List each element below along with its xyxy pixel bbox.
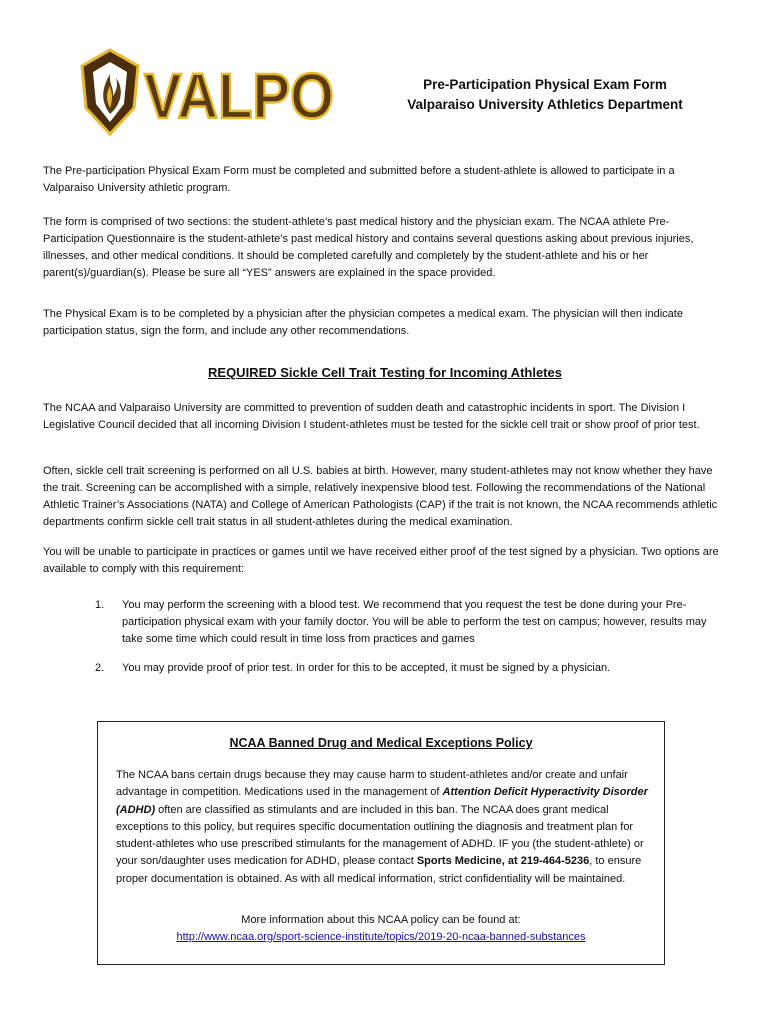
ncaa-policy-link[interactable]: http://www.ncaa.org/sport-science-institute/topics/2019-20-ncaa-banned-substances (176, 931, 586, 943)
policy-text: The NCAA bans certain drugs because they may cause harm to student-athletes and/or create and unfair advantage in competition. Medications used in the management of (116, 769, 628, 799)
sickle-cell-heading: REQUIRED Sickle Cell Trait Testing for Incoming Athletes (208, 365, 562, 380)
intro-paragraph-3: The Physical Exam is to be completed by a physician after the physician competes a medical exam. The physician will then indicate participation status, sign the form, and include any other recommendations. (43, 308, 683, 337)
ncaa-policy-body (116, 767, 651, 888)
list-number: 1. (95, 599, 105, 611)
logo-wordmark: VALPO (144, 60, 334, 132)
more-info (98, 912, 664, 946)
department-title: Valparaiso University Athletics Department (407, 97, 683, 112)
adhd-term: Attention Deficit Hyperactivity Disorder (ADHD) (116, 786, 648, 816)
page-title (345, 75, 745, 115)
form-title: Pre-Participation Physical Exam Form (423, 77, 667, 92)
intro-paragraph-2: The form is comprised of two sections: the student-athlete’s past medical history and the physician exam. The NCAA athlete Pre-Participation Questionnaire is the student-athlete’s past medical history and contains several questions asking about previous injuries, illnesses, and other medical conditions. It should be completed carefully and completely by the student-athlete and his or her parent(s)/guardian(s). Please be sure all “YES” answers are explained in the space provided. (43, 216, 694, 279)
sickle-paragraph-2: Often, sickle cell trait screening is performed on all U.S. babies at birth. However, many student-athletes may not know whether they have the trait. Screening can be accomplished with a simple, relatively inexpensive blood test. Following the recommendations of the National Athletic Trainer’s Associations (NATA) and College of American Pathologists (CAP) if the trait is not known, the NCAA recommends athletic departments confirm sickle cell trait status in all student-athletes during the medical examination. (43, 465, 718, 528)
valpo-shield-icon (80, 48, 340, 138)
intro-paragraph-1: The Pre-participation Physical Exam Form must be completed and submitted before a student-athlete is allowed to participate in a Valparaiso University athletic program. (43, 165, 675, 194)
sickle-paragraph-1: The NCAA and Valparaiso University are committed to prevention of sudden death and catastrophic incidents in sport. The Division I Legislative Council decided that all incoming Division I student-athletes must be tested for the sickle cell trait or show proof of prior test. (43, 402, 700, 431)
list-text: You may perform the screening with a blood test. We recommend that you request the test be done during your Pre-participation physical exam with your family doctor. You will be able to perform the test on campus; however, results may take some time which could result in time loss from practices and games (122, 599, 707, 645)
sickle-paragraph-3: You will be unable to participate in practices or games until we have received either proof of the test signed by a physician. Two options are available to comply with this requirement: (43, 546, 719, 575)
policy-text: , to ensure proper documentation is obtained. As with all medical information, strict confidentiality will be maintained. (116, 855, 642, 885)
ncaa-policy-box (97, 721, 665, 965)
list-text: You may provide proof of prior test. In order for this to be accepted, it must be signed by a physician. (122, 662, 611, 674)
valpo-logo (80, 48, 340, 138)
more-info-text: More information about this NCAA policy can be found at: (241, 914, 521, 926)
sports-medicine-contact: Sports Medicine, at 219-464-5236 (416, 855, 590, 868)
list-number: 2. (95, 662, 105, 674)
ncaa-policy-heading: NCAA Banned Drug and Medical Exceptions Policy (229, 736, 533, 750)
policy-text: often are classified as stimulants and are included in this ban. The NCAA does grant medical exceptions to this policy, but requires specific documentation outlining the diagnosis and treatment plan for student-athletes who use prescribed stimulants for the management of ADHD. IF you (the student-athlete) or your son/daughter uses medication for ADHD, please contact (116, 803, 644, 868)
